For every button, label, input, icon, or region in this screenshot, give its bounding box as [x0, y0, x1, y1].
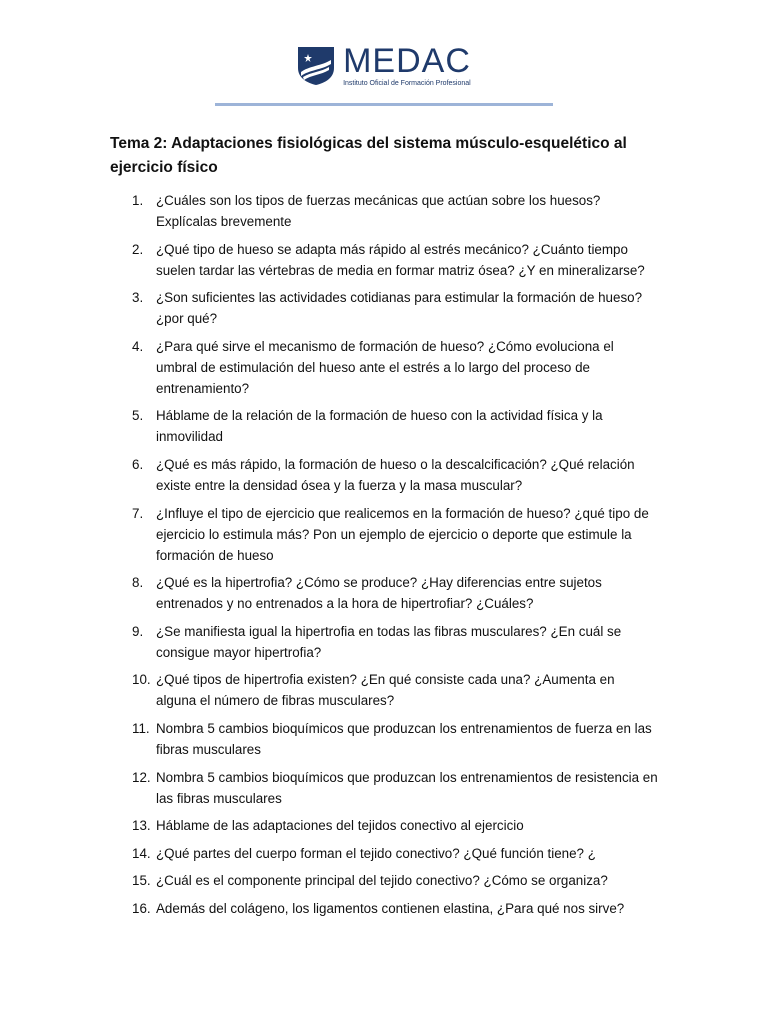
question-text: ¿Son suficientes las actividades cotidianas para estimular la formación de hueso? ¿por qué?: [156, 290, 643, 327]
medac-logo: [297, 44, 471, 87]
question-item: [110, 898, 658, 919]
question-item: [110, 239, 658, 281]
question-number-text: 10.: [132, 672, 151, 688]
question-item: [110, 669, 658, 711]
question-number-text: 1.: [132, 193, 144, 208]
question-item: [110, 870, 658, 891]
question-number-text: 6.: [132, 456, 144, 472]
question-number-text: 15.: [132, 873, 151, 889]
question-item: [110, 572, 658, 614]
question-number: [110, 287, 156, 329]
question-number-text: 14.: [132, 845, 151, 861]
question-number: [110, 669, 156, 711]
question-item: [110, 190, 658, 232]
question-text: Además del colágeno, los ligamentos contienen elastina, ¿Para qué nos sirve?: [156, 900, 625, 916]
shield-logo-icon: [297, 46, 335, 86]
question-item: [110, 405, 658, 447]
question-text: ¿Qué tipos de hipertrofia existen? ¿En qué consiste cada una? ¿Aumenta en alguna el número de fibras musculares?: [156, 672, 615, 709]
question-number-text: 9.: [132, 623, 144, 639]
question-item: [110, 621, 658, 663]
question-number-text: 8.: [132, 575, 144, 591]
header-divider: [215, 103, 553, 106]
question-text: Háblame de la relación de la formación de hueso con la actividad física y la inmovilidad: [156, 408, 603, 445]
question-text: Háblame de las adaptaciones del tejidos conectivo al ejercicio: [156, 818, 524, 834]
question-text: Nombra 5 cambios bioquímicos que produzcan los entrenamientos de fuerza en las fibras musculares: [156, 720, 652, 757]
question-number: [110, 503, 156, 566]
question-item: [110, 767, 658, 809]
question-number: [110, 870, 156, 891]
question-text: Nombra 5 cambios bioquímicos que produzcan los entrenamientos de resistencia en las fibras musculares: [156, 769, 658, 806]
question-item: [110, 454, 658, 496]
question-item: [110, 843, 658, 864]
question-number-text: 5.: [132, 408, 144, 424]
question-number-text: 7.: [132, 505, 144, 521]
question-item: [110, 503, 658, 566]
question-text: ¿Se manifiesta igual la hipertrofia en todas las fibras musculares? ¿En cuál se consigue mayor hipertrofia?: [156, 623, 622, 660]
question-number: [110, 405, 156, 447]
question-text: ¿Cuál es el componente principal del tejido conectivo? ¿Cómo se organiza?: [156, 873, 608, 889]
question-list: [110, 190, 658, 926]
question-number: [110, 336, 156, 399]
question-number-text: 2.: [132, 241, 144, 257]
question-item: [110, 718, 658, 760]
question-number: [110, 239, 156, 281]
question-number-text: 4.: [132, 338, 144, 354]
question-item: [110, 287, 658, 329]
question-number-text: 11.: [132, 720, 150, 736]
brand-subtitle: Instituto Oficial de Formación Profesional: [343, 80, 471, 87]
question-number: [110, 718, 156, 760]
question-number-text: 12.: [132, 769, 151, 785]
question-text: ¿Qué partes del cuerpo forman el tejido conectivo? ¿Qué función tiene? ¿: [156, 845, 596, 861]
question-item: [110, 336, 658, 399]
question-text: ¿Qué es más rápido, la formación de hueso o la descalcificación? ¿Qué relación existe entre la densidad ósea y la fuerza y la masa muscular?: [156, 456, 635, 493]
question-number: [110, 190, 156, 232]
question-text: ¿Influye el tipo de ejercicio que realicemos en la formación de hueso? ¿qué tipo de ejercicio lo estimula más? Pon un ejemplo de ejercicio o deporte que estimule la formación de hueso: [156, 505, 649, 563]
question-text: ¿Para qué sirve el mecanismo de formación de hueso? ¿Cómo evoluciona el umbral de estimulación del hueso ante el estrés a lo largo del proceso de entrenamiento?: [156, 338, 614, 396]
brand-name: MEDAC: [343, 42, 471, 80]
question-text: ¿Qué tipo de hueso se adapta más rápido al estrés mecánico? ¿Cuánto tiempo suelen tardar las vértebras de media en formar matriz ósea? ¿Y en mineralizarse?: [156, 241, 645, 278]
question-item: [110, 815, 658, 836]
question-number: [110, 572, 156, 614]
question-number-text: 13.: [132, 818, 151, 834]
page-header: [0, 44, 768, 87]
question-number: [110, 843, 156, 864]
question-text: ¿Cuáles son los tipos de fuerzas mecánicas que actúan sobre los huesos? Explícalas brevemente: [156, 193, 601, 229]
question-number: [110, 898, 156, 919]
question-number: [110, 815, 156, 836]
question-number: [110, 767, 156, 809]
document-title: Tema 2: Adaptaciones fisiológicas del sistema músculo-esquelético al ejercicio físico: [110, 135, 627, 176]
question-number-text: 16.: [132, 900, 151, 916]
question-number-text: 3.: [132, 290, 144, 306]
question-number: [110, 454, 156, 496]
question-number: [110, 621, 156, 663]
question-text: ¿Qué es la hipertrofia? ¿Cómo se produce? ¿Hay diferencias entre sujetos entrenados y no entrenados a la hora de hipertrofiar? ¿Cuáles?: [156, 575, 602, 612]
